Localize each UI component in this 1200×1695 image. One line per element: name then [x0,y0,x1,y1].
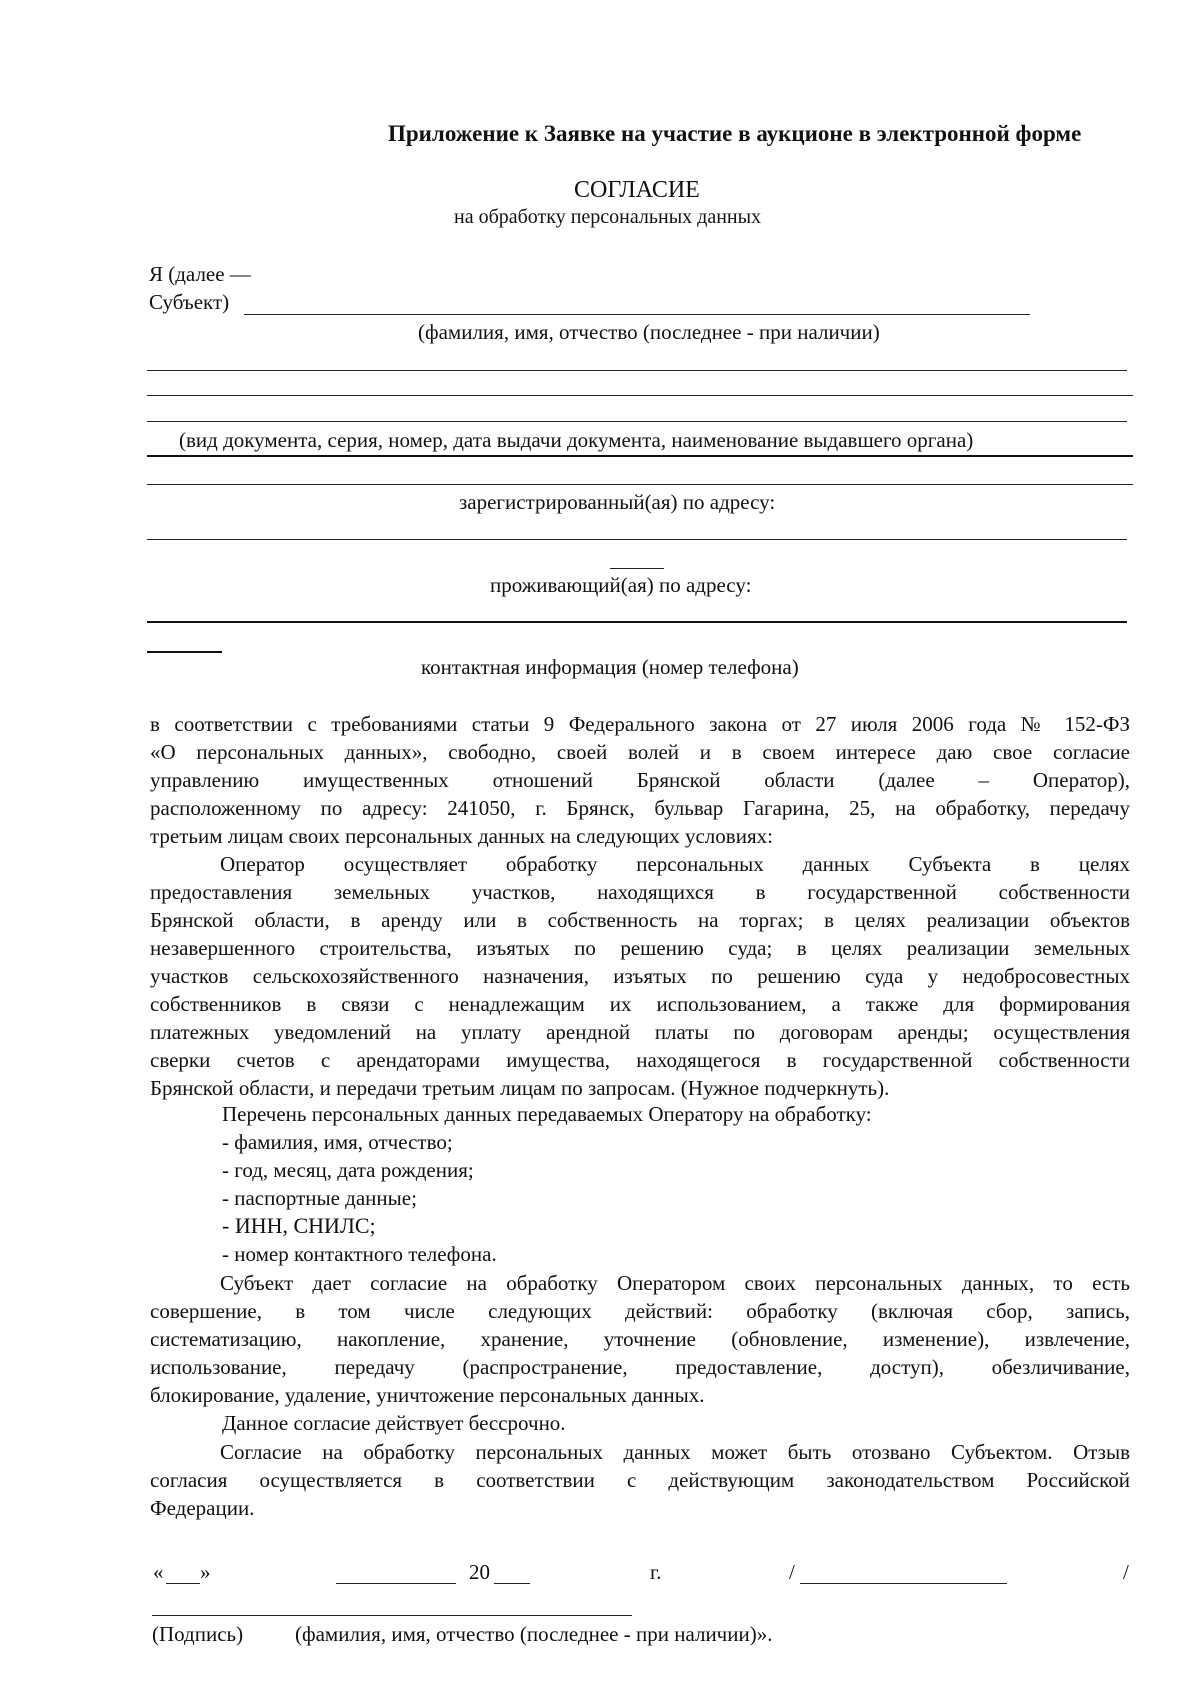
doc-caption-underline [147,455,1133,457]
contact-input-line[interactable] [147,651,222,653]
month-input-line[interactable] [336,1583,456,1584]
list-item: - фамилия, имя, отчество; [222,1130,453,1154]
date-quote-open: « [153,1560,164,1584]
slash-right: / [1123,1560,1129,1584]
fio-caption: (фамилия, имя, отчество (последнее - при наличии) [418,320,880,344]
doc-input-line-1[interactable] [147,370,1127,371]
contact-caption: контактная информация (номер телефона) [421,655,799,679]
para1-line: «О персональных данных», свободно, своей волей и в своем интересе даю свое согласие [150,740,1130,764]
para1-line: управлению имущественных отношений Брянской области (далее – Оператор), [150,768,1130,792]
list-item: - ИНН, СНИЛС; [222,1213,376,1238]
para4: Данное согласие действует бессрочно. [222,1411,566,1435]
para5-line: Согласие на обработку персональных данных может быть отозвано Субъектом. Отзыв [220,1440,1130,1464]
day-input-line[interactable] [166,1583,200,1584]
subject-label-2: Субъект) [149,290,230,314]
signature-input-line[interactable] [152,1615,632,1616]
para2-line: незавершенного строительства, изъятых по решению суда; в целях реализации земельных [150,936,1130,960]
list-item: - паспортные данные; [222,1186,417,1210]
para3-line: блокирование, удаление, уничтожение персональных данных. [150,1383,705,1407]
signature-fio-input-line[interactable] [800,1583,1007,1584]
list-intro: Перечень персональных данных передаваемых Оператору на обработку: [222,1102,872,1126]
list-item: - год, месяц, дата рождения; [222,1158,474,1182]
appendix-title: Приложение к Заявке на участие в аукционе в электронной форме [388,121,1082,146]
para2-line: сверки счетов с арендаторами имущества, находящегося в государственной собственности [150,1048,1130,1072]
para3-line: Субъект дает согласие на обработку Оператором своих персональных данных, то есть [220,1271,1130,1295]
doc-input-line-3[interactable] [147,421,1127,422]
para1-line: третьим лицам своих персональных данных на следующих условиях: [150,824,773,848]
year-prefix: 20 [469,1560,490,1584]
para2-line: участков сельскохозяйственного назначения, изъятых по решению суда у недобросовестных [150,964,1130,988]
list-item: - номер контактного телефона. [222,1242,497,1266]
para3-line: совершение, в том числе следующих действий: обработку (включая сбор, запись, [150,1299,1130,1323]
signature-fio-caption: (фамилия, имя, отчество (последнее - при наличии)». [295,1622,773,1646]
fio-input-line[interactable] [244,314,1030,315]
year-suffix: г. [650,1560,662,1584]
small-dash [610,568,664,569]
sign-caption: (Подпись) [152,1622,244,1646]
para2-line: Оператор осуществляет обработку персональных данных Субъекта в целях [220,852,1130,876]
para2-line: платежных уведомлений на уплату арендной платы по договорам аренды; осуществления [150,1020,1130,1044]
doc-caption: (вид документа, серия, номер, дата выдачи документа, наименование выдавшего органа) [179,428,974,452]
para1-line: в соответствии с требованиями статьи 9 Федерального закона от 27 июля 2006 года № 152-ФЗ [150,712,1130,736]
para3-line: систематизацию, накопление, хранение, уточнение (обновление, изменение), извлечение, [150,1327,1130,1351]
para2-line: предоставления земельных участков, находящихся в государственной собственности [150,880,1130,904]
para2-line: Брянской области, в аренду или в собственность на торгах; в целях реализации объектов [150,908,1130,932]
para3-line: использование, передачу (распространение, предоставление, доступ), обезличивание, [150,1355,1130,1379]
para1-line: расположенному по адресу: 241050, г. Брянск, бульвар Гагарина, 25, на обработку, передачу [150,796,1130,820]
live-caption: проживающий(ая) по адресу: [490,573,752,597]
reg-input-line-1[interactable] [147,484,1133,485]
reg-caption: зарегистрированный(ая) по адресу: [459,490,776,514]
para5-line: согласия осуществляется в соответствии с действующим законодательством Российской [150,1468,1130,1492]
document-subtitle: на обработку персональных данных [454,206,762,228]
doc-input-line-2[interactable] [147,395,1133,396]
live-input-line[interactable] [147,621,1127,623]
subject-label-1: Я (далее — [149,262,251,286]
date-quote-close: » [200,1560,211,1584]
para2-line: собственников в связи с ненадлежащим их использованием, а также для формирования [150,992,1130,1016]
para2-line: Брянской области, и передачи третьим лицам по запросам. (Нужное подчеркнуть). [150,1076,890,1100]
document-title: СОГЛАСИЕ [574,177,700,203]
para5-line: Федерации. [150,1496,255,1520]
reg-input-line-2[interactable] [147,539,1127,540]
year-input-line[interactable] [494,1583,530,1584]
slash-left: / [789,1560,795,1584]
